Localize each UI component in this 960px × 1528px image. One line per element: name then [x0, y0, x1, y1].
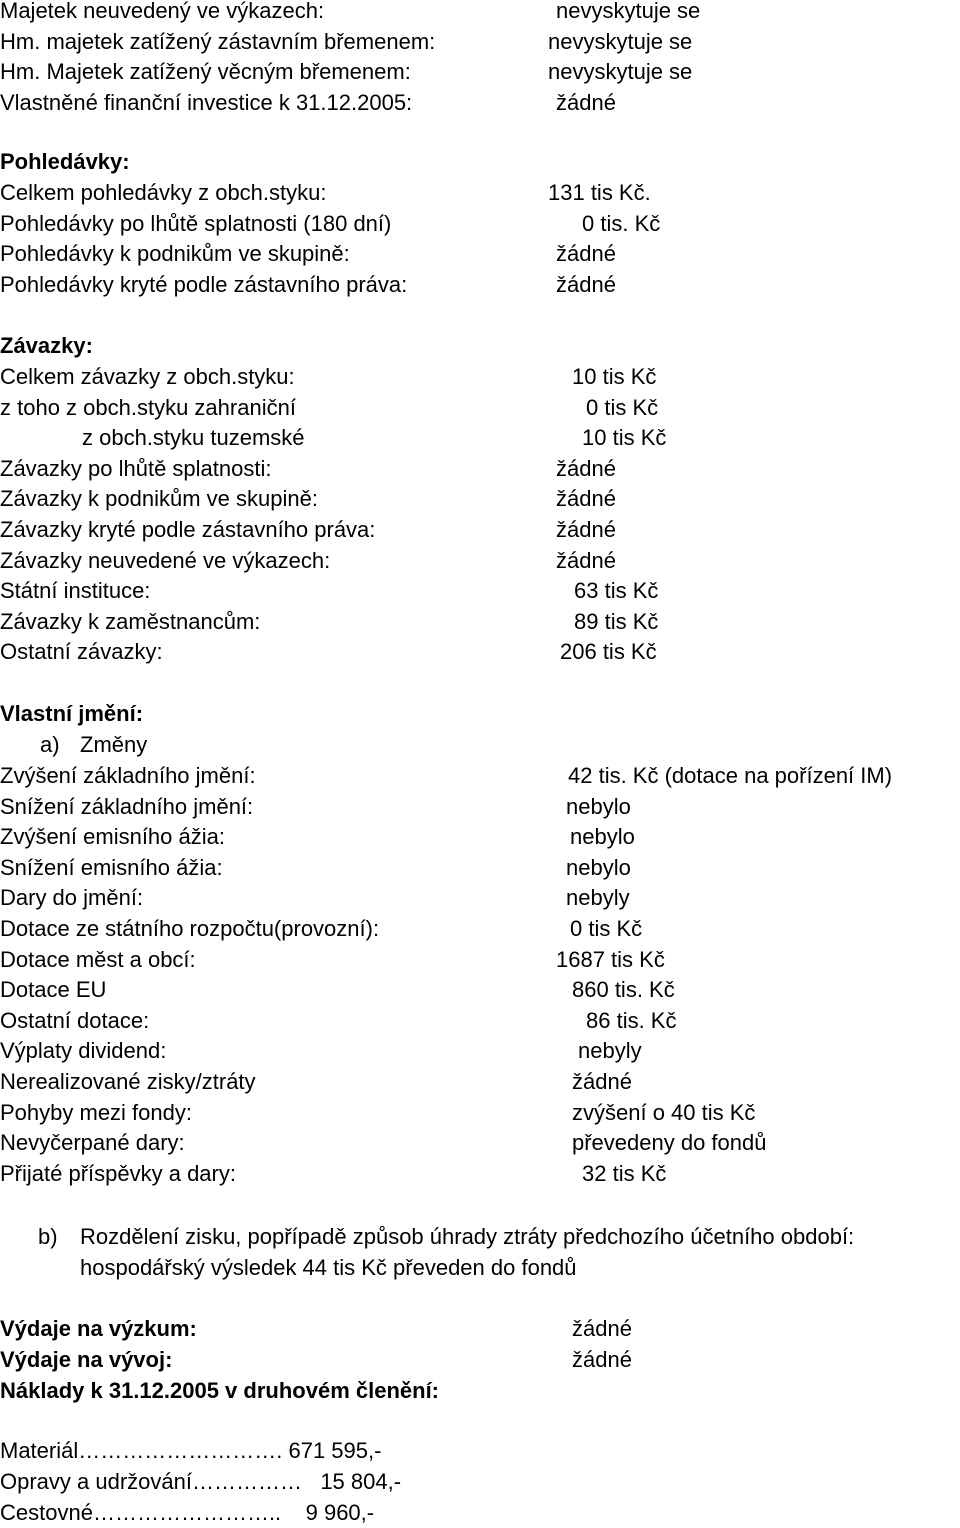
vlastni-jmeni-row-label: Dotace EU	[0, 977, 107, 1003]
vydaje-row-label: Výdaje na vývoj:	[0, 1346, 173, 1372]
vlastni-jmeni-row-value: nebyly	[578, 1038, 642, 1064]
sub-a-heading-label: a)	[40, 732, 60, 757]
majetek-row-label: Majetek neuvedený ve výkazech:	[0, 0, 325, 23]
naklady-row-label: Cestovné…………………….. 9 960,-	[0, 1500, 375, 1525]
majetek-row-value: nevyskytuje se	[556, 0, 701, 23]
vlastni-jmeni-heading-label: Vlastní jmění:	[0, 701, 144, 726]
pohledavky-row-value: 131 tis Kč.	[548, 180, 651, 205]
majetek-row-value: nevyskytuje se	[548, 28, 693, 54]
zavazky-row-label: Závazky k podnikům ve skupině:	[0, 486, 318, 512]
vydaje-row-value: žádné	[572, 1316, 632, 1341]
zavazky-row-value: žádné	[556, 455, 616, 481]
naklady-row-label: Opravy a udržování…………… 15 804,-	[0, 1469, 402, 1494]
vlastni-jmeni-row-value: nebylo	[566, 854, 631, 880]
zavazky-row-label: Závazky po lhůtě splatnosti:	[0, 455, 272, 481]
majetek-row-value: žádné	[556, 89, 616, 115]
zavazky-row-label: z obch.styku tuzemské	[82, 425, 305, 451]
zavazky-row-value: žádné	[556, 517, 616, 542]
sub-b-marker: b)	[38, 1224, 58, 1249]
pohledavky-row-value: žádné	[556, 241, 616, 267]
pohledavky-row-value: žádné	[556, 271, 616, 297]
pohledavky-row-value: 0 tis. Kč	[582, 210, 661, 236]
vlastni-jmeni-row-value: 1687 tis Kč	[556, 946, 665, 972]
zavazky-row-label: Závazky kryté podle zástavního práva:	[0, 517, 376, 542]
vlastni-jmeni-row-value: 32 tis Kč	[582, 1160, 667, 1186]
vlastni-jmeni-row-value: zvýšení o 40 tis Kč	[572, 1099, 756, 1125]
vlastni-jmeni-row-value: nebylo	[566, 793, 631, 819]
pohledavky-row-label: Pohledávky po lhůtě splatnosti (180 dní)	[0, 210, 392, 236]
vlastni-jmeni-row-label: Dary do jmění:	[0, 885, 144, 911]
zavazky-row-value: 10 tis Kč	[582, 425, 667, 451]
vlastni-jmeni-row-label: Dotace měst a obcí:	[0, 946, 196, 972]
vlastni-jmeni-row-label: Výplaty dividend:	[0, 1038, 167, 1064]
vlastni-jmeni-row-value: 86 tis. Kč	[586, 1007, 677, 1033]
vlastni-jmeni-row-label: Zvýšení základního jmění:	[0, 763, 256, 788]
majetek-row-value: nevyskytuje se	[548, 59, 693, 85]
vlastni-jmeni-row-label: Zvýšení emisního ážia:	[0, 824, 225, 850]
vlastni-jmeni-row-label: Ostatní dotace:	[0, 1007, 150, 1033]
zavazky-row-label: Závazky neuvedené ve výkazech:	[0, 547, 331, 573]
naklady-row-label: Materiál………………………. 671 595,-	[0, 1438, 382, 1463]
vlastni-jmeni-row-value: 860 tis. Kč	[572, 977, 675, 1003]
zavazky-row-value: 89 tis Kč	[574, 608, 659, 634]
vydaje-row-value: žádné	[572, 1346, 632, 1372]
zavazky-row-label: Celkem závazky z obch.styku:	[0, 364, 295, 389]
vlastni-jmeni-row-label: Nevyčerpané dary:	[0, 1130, 185, 1156]
zavazky-row-label: Závazky k zaměstnancům:	[0, 608, 261, 634]
naklady-heading-label: Náklady k 31.12.2005 v druhovém členění:	[0, 1378, 440, 1403]
vlastni-jmeni-row-label: Nerealizované zisky/ztráty	[0, 1069, 256, 1094]
vlastni-jmeni-row-value: nebyly	[566, 885, 630, 911]
majetek-row-label: Vlastněné finanční investice k 31.12.2005:	[0, 89, 413, 115]
zavazky-heading-label: Závazky:	[0, 333, 93, 358]
vlastni-jmeni-row-label: Dotace ze státního rozpočtu(provozní):	[0, 916, 380, 941]
majetek-row-label: Hm. majetek zatížený zástavním břemenem:	[0, 28, 436, 54]
vlastni-jmeni-row-label: Přijaté příspěvky a dary:	[0, 1160, 236, 1186]
majetek-row-label: Hm. Majetek zatížený věcným břemenem:	[0, 59, 411, 85]
pohledavky-row-label: Pohledávky kryté podle zástavního práva:	[0, 271, 408, 297]
zavazky-row-label: Ostatní závazky:	[0, 639, 163, 665]
zavazky-row-value: 10 tis Kč	[572, 364, 657, 389]
zavazky-row-value: žádné	[556, 547, 616, 573]
zavazky-row-value: žádné	[556, 486, 616, 512]
sub-a-heading-value: Změny	[80, 732, 148, 757]
vlastni-jmeni-row-label: Pohyby mezi fondy:	[0, 1099, 192, 1125]
zavazky-row-value: 206 tis Kč	[560, 639, 657, 665]
pohledavky-row-label: Celkem pohledávky z obch.styku:	[0, 180, 327, 205]
vlastni-jmeni-row-label: Snížení základního jmění:	[0, 793, 254, 819]
vlastni-jmeni-row-value: 42 tis. Kč (dotace na pořízení IM)	[568, 763, 893, 788]
vlastni-jmeni-row-value: nebylo	[570, 824, 635, 850]
vydaje-row-label: Výdaje na výzkum:	[0, 1316, 197, 1341]
pohledavky-row-label: Pohledávky k podnikům ve skupině:	[0, 241, 350, 267]
zavazky-row-label: z toho z obch.styku zahraniční	[0, 394, 296, 420]
vlastni-jmeni-row-value: žádné	[572, 1069, 632, 1094]
vlastni-jmeni-row-label: Snížení emisního ážia:	[0, 854, 223, 880]
pohledavky-heading-label: Pohledávky:	[0, 149, 130, 174]
vlastni-jmeni-row-value: převedeny do fondů	[572, 1130, 767, 1156]
zavazky-row-label: Státní instituce:	[0, 578, 151, 604]
zavazky-row-value: 63 tis Kč	[574, 578, 659, 604]
vlastni-jmeni-row-value: 0 tis Kč	[570, 916, 643, 941]
zavazky-row-value: 0 tis Kč	[586, 394, 659, 420]
sub-b-text: Rozdělení zisku, popřípadě způsob úhrady ztráty předchozího účetního období: hospodářský výsledek 44 tis Kč převeden do fondů	[80, 1224, 855, 1280]
